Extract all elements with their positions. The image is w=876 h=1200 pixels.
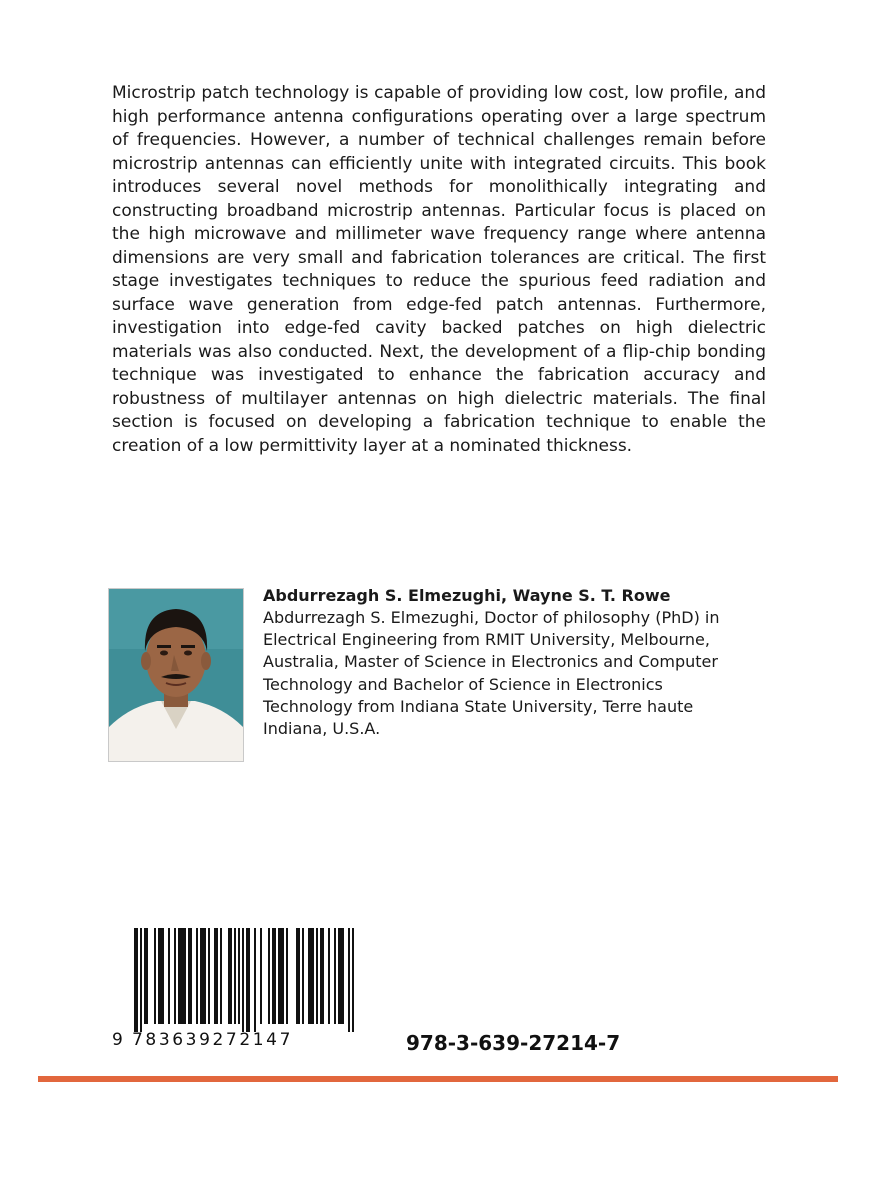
barcode-bar <box>320 928 324 1024</box>
barcode-bar <box>188 928 192 1024</box>
barcode-bar <box>178 928 186 1024</box>
barcode-bar <box>338 928 344 1024</box>
barcode-bar <box>328 928 330 1024</box>
barcode-bar <box>196 928 198 1024</box>
barcode-bar <box>238 928 240 1024</box>
barcode-bar <box>140 928 142 1032</box>
barcode-bar <box>268 928 270 1024</box>
footer-rule <box>38 1076 838 1082</box>
barcode-first-digit: 9 <box>112 1030 126 1050</box>
barcode-bar <box>174 928 176 1024</box>
barcode-bar <box>200 928 206 1024</box>
barcode-bar <box>158 928 164 1024</box>
isbn-number: 978-3-639-27214-7 <box>406 1031 621 1055</box>
barcode-bar <box>302 928 304 1024</box>
barcode-bar <box>334 928 336 1024</box>
barcode-bar <box>348 928 350 1032</box>
barcode-bar <box>214 928 218 1024</box>
isbn-barcode <box>112 928 362 1058</box>
barcode-bar <box>154 928 156 1024</box>
barcode-bar <box>228 928 232 1024</box>
barcode-bar <box>278 928 284 1024</box>
author-bio: Abdurrezagh S. Elmezughi, Doctor of philosophy (PhD) in Electrical Engineering from RMIT University, Melbourne, Australia, Master of Science in Electronics and Computer Technology and Bachelor of Science in Electronics Technology from Indiana State University, Terre haute Indiana, U.S.A. <box>263 608 720 739</box>
barcode-bar <box>308 928 314 1024</box>
barcode-bar <box>352 928 354 1032</box>
barcode-bar <box>242 928 244 1032</box>
barcode-bar <box>296 928 300 1024</box>
barcode-bars <box>134 928 356 1032</box>
author-names: Abdurrezagh S. Elmezughi, Wayne S. T. Rowe <box>263 586 671 605</box>
barcode-bar <box>286 928 288 1024</box>
barcode-bar <box>208 928 210 1024</box>
author-photo <box>108 588 244 762</box>
barcode-number: 783639272147 <box>132 1030 293 1050</box>
barcode-bar <box>168 928 170 1024</box>
barcode-bar <box>234 928 236 1024</box>
barcode-digits <box>112 1029 362 1051</box>
barcode-bar <box>272 928 276 1024</box>
barcode-bar <box>134 928 138 1032</box>
barcode-bar <box>254 928 256 1032</box>
author-portrait-image <box>109 589 243 761</box>
barcode-bar <box>220 928 222 1024</box>
book-description: Microstrip patch technology is capable of providing low cost, low profile, and high performance antenna configurations operating over a large spectrum of frequencies. However, a number of technical challenges remain before microstrip antennas can efficiently unite with integrated circuits. This book introduces several novel methods for monolithically integrating and constructing broadband microstrip antennas. Particular focus is placed on the high microwave and millimeter wave frequency range where antenna dimensions are very small and fabrication tolerances are critical. The first stage investigates techniques to reduce the spurious feed radiation and surface wave generation from edge-fed patch antennas. Furthermore, investigation into edge-fed cavity backed patches on high dielectric materials was also conducted. Next, the development of a flip-chip bonding technique was investigated to enhance the fabrication accuracy and robustness of multilayer antennas on high dielectric materials. The final section is focused on developing a fabrication technique to enable the creation of a low permittivity layer at a nominated thickness. <box>112 83 766 456</box>
barcode-bar <box>246 928 250 1032</box>
barcode-bar <box>260 928 262 1024</box>
barcode-bar <box>316 928 318 1024</box>
author-section <box>263 585 783 740</box>
barcode-bar <box>144 928 148 1024</box>
